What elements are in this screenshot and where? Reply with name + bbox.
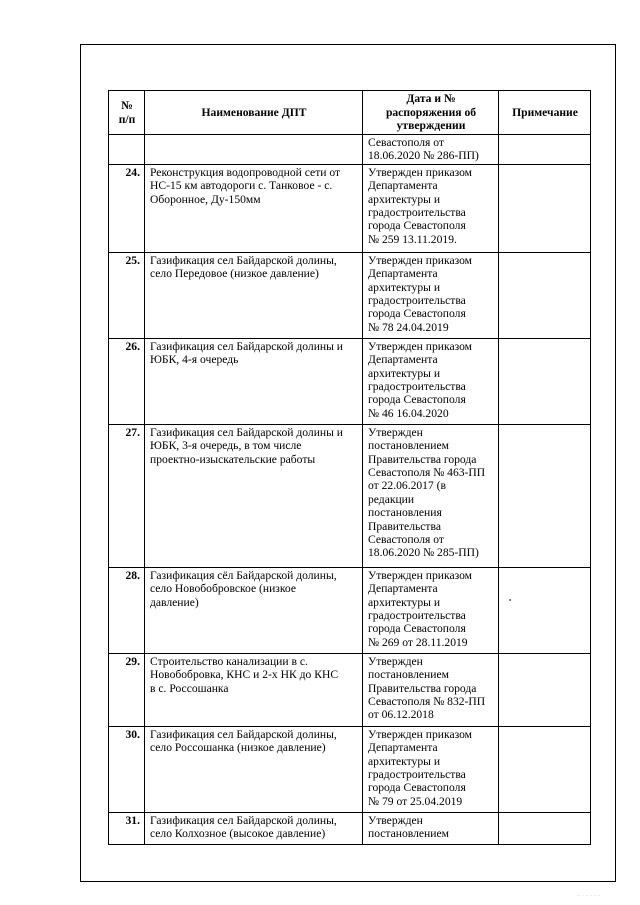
row-date: Утвержден постановлением Правительства города Севастополя № 832-ПП от 06.12.2018: [363, 653, 499, 726]
row-name: Газификация сел Байдарской долины, село Колхозное (высокое давление): [145, 812, 363, 844]
row-name: [145, 135, 363, 165]
table-row: [109, 135, 591, 165]
row-name: Реконструкция водопроводной сети от НС-15 км автодороги с. Танковое - с. Оборонное, Ду-150мм: [145, 164, 363, 252]
row-note: [499, 252, 591, 338]
row-name: Газификация сел Байдарской долины и ЮБК, 3-я очередь, в том числе проектно-изыскательские работы: [145, 424, 363, 567]
row-num: 30.: [109, 726, 145, 812]
row-note: [499, 135, 591, 165]
row-note: [499, 424, 591, 567]
row-num: 24.: [109, 164, 145, 252]
row-name: Газификация сёл Байдарской долины, село Новобобровское (низкое давление): [145, 567, 363, 653]
header-date: Дата и № распоряжения об утверждении: [363, 91, 499, 135]
row-note: [499, 338, 591, 424]
row-num: 25.: [109, 252, 145, 338]
row-note: [499, 726, 591, 812]
row-name: Газификация сел Байдарской долины, село Передовое (низкое давление): [145, 252, 363, 338]
row-name: Строительство канализации в с. Новобобровка, КНС и 2-х НК до КНС в с. Россошанка: [145, 653, 363, 726]
row-name: Газификация сел Байдарской долины и ЮБК, 4-я очередь: [145, 338, 363, 424]
table-row: [109, 653, 591, 726]
row-num: 27.: [109, 424, 145, 567]
scan-footer-mark: · · · · · ·: [578, 893, 601, 899]
row-date: Утвержден приказом Департамента архитектуры и градостроительства города Севастополя № 259 13.11.2019.: [363, 164, 499, 252]
table-row: [109, 338, 591, 424]
row-name: Газификация сел Байдарской долины, село Россошанка (низкое давление): [145, 726, 363, 812]
table-row: [109, 567, 591, 653]
row-num: 26.: [109, 338, 145, 424]
table-row: [109, 252, 591, 338]
row-date: Утвержден постановлением: [363, 812, 499, 844]
row-note: [499, 164, 591, 252]
row-num: 29.: [109, 653, 145, 726]
table-header-row: [109, 91, 591, 135]
row-date: Утвержден приказом Департамента архитектуры и градостроительства города Севастополя № 46 16.04.2020: [363, 338, 499, 424]
row-date: Утвержден постановлением Правительства города Севастополя № 463-ПП от 22.06.2017 (в редакции постановления Правительства Севастополя от 18.06.2020 № 285-ПП): [363, 424, 499, 567]
header-note: Примечание: [499, 91, 591, 135]
row-num: [109, 135, 145, 165]
table-row: [109, 812, 591, 844]
row-date: Утвержден приказом Департамента архитектуры и градостроительства города Севастополя № 78 24.04.2019: [363, 252, 499, 338]
table-row: [109, 164, 591, 252]
row-date: Севастополя от 18.06.2020 № 286-ПП): [363, 135, 499, 165]
table-row: [109, 726, 591, 812]
row-date: Утвержден приказом Департамента архитектуры и градостроительства города Севастополя № 79 от 25.04.2019: [363, 726, 499, 812]
row-num: 31.: [109, 812, 145, 844]
row-note: [499, 567, 591, 653]
header-name: Наименование ДПТ: [145, 91, 363, 135]
scan-speck: [509, 599, 511, 601]
row-num: 28.: [109, 567, 145, 653]
row-note: [499, 653, 591, 726]
dpt-table: [108, 90, 591, 845]
table-row: [109, 424, 591, 567]
header-num: № п/п: [109, 91, 145, 135]
row-date: Утвержден приказом Департамента архитектуры и градостроительства города Севастополя № 269 от 28.11.2019: [363, 567, 499, 653]
row-note: [499, 812, 591, 844]
